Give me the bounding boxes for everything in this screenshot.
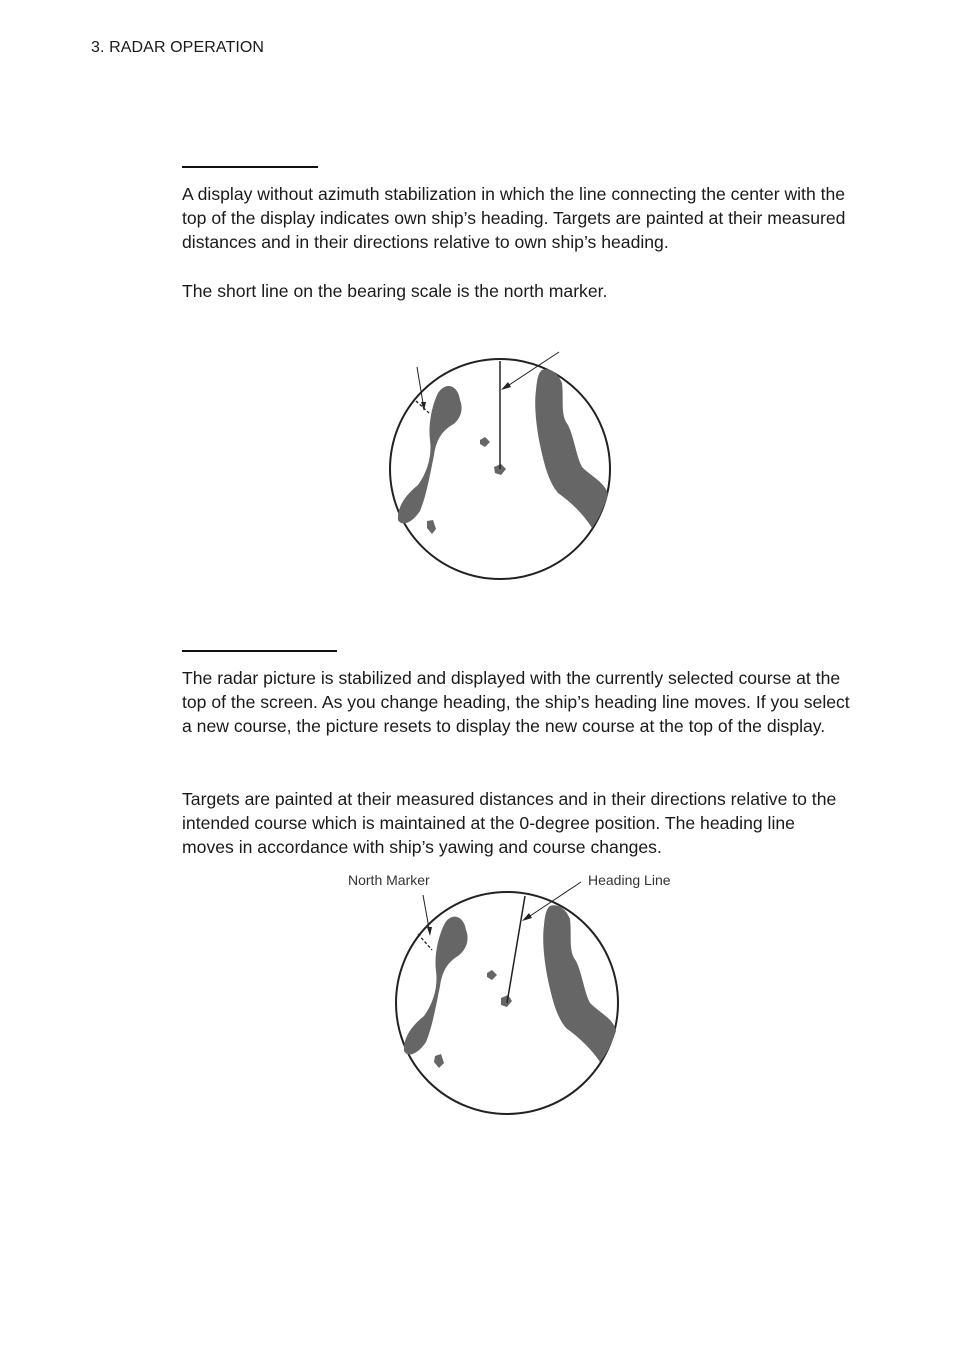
north-marker-label: North Marker xyxy=(348,872,430,888)
head-up-description: A display without azimuth stabilization in which the line connecting the center with the top of the display indicates own ship’s heading. Targets are painted at their measured distances and in their directions relative to own ship’s heading. xyxy=(182,184,846,252)
heading-line-label: Heading Line xyxy=(588,872,671,888)
course-up-description: The radar picture is stabilized and displayed with the currently selected course at the top of the screen. As you change heading, the ship’s heading line moves. If you select a new course, the picture resets to display the new course at the top of the display. xyxy=(182,668,850,736)
running-header: 3. RADAR OPERATION xyxy=(91,39,265,56)
head-up-radar-figure xyxy=(380,345,620,590)
section-title-rule-head-up xyxy=(182,166,318,168)
section-title-rule-course-up xyxy=(182,650,337,652)
course-up-radar-figure xyxy=(340,868,690,1123)
course-up-targets-note: Targets are painted at their measured distances and in their directions relative to the intended course which is maintained at the 0-degree position. The heading line moves in accordance with ship’s yawing and course changes. xyxy=(182,789,837,857)
north-marker-note: The short line on the bearing scale is the north marker. xyxy=(182,281,608,301)
